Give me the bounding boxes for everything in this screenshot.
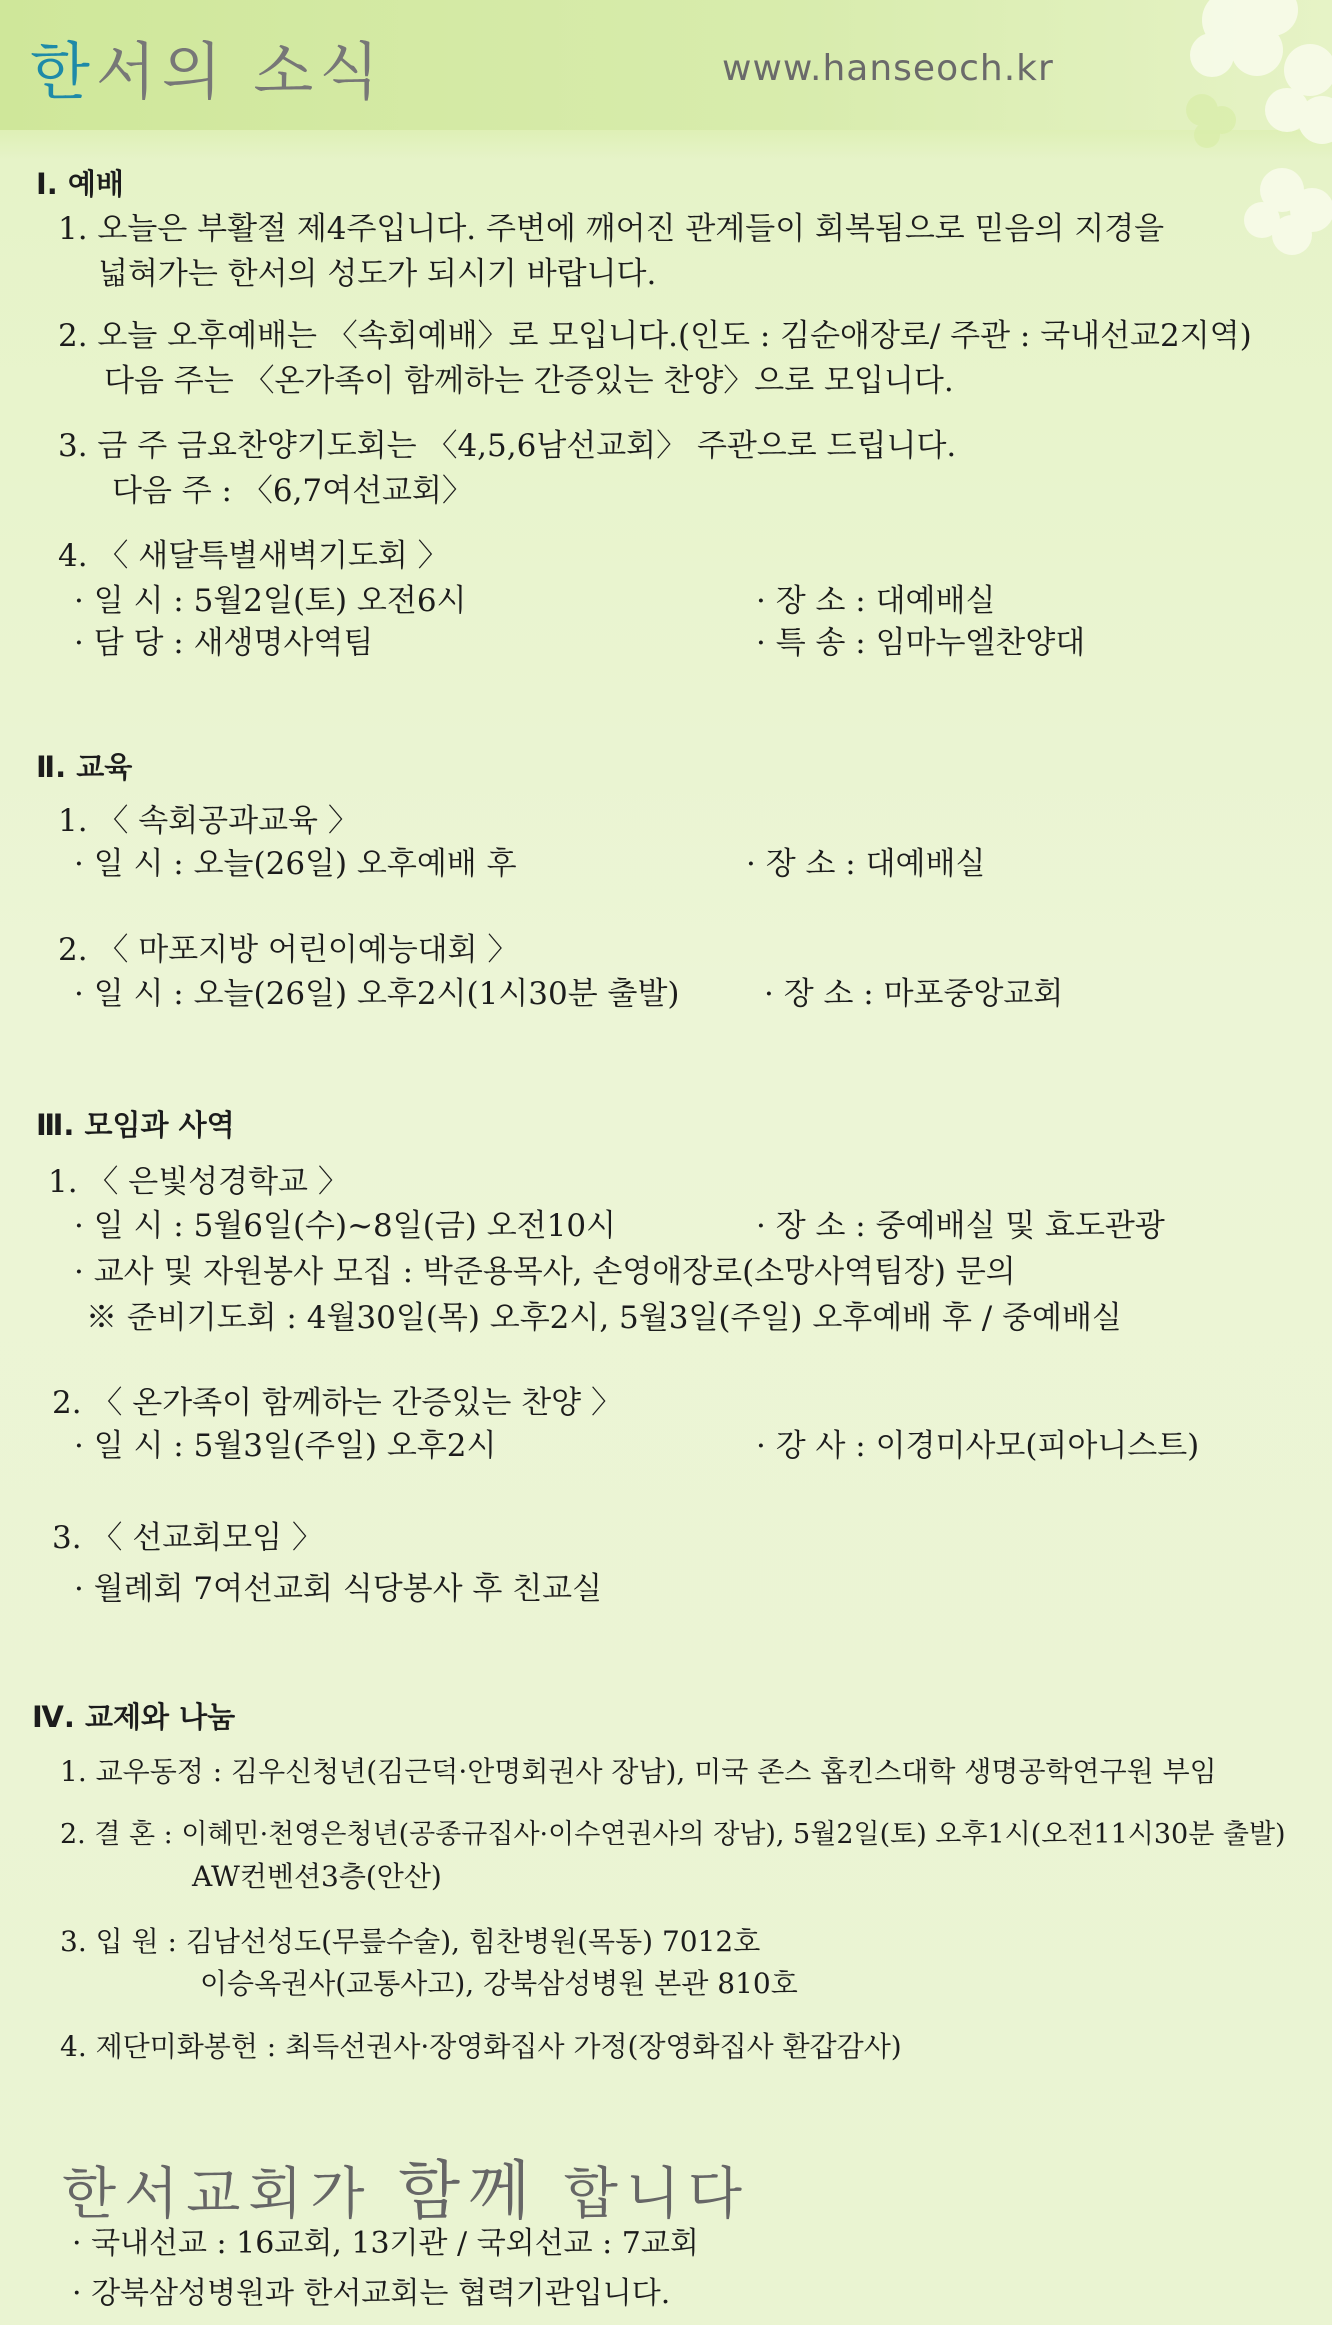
s2-item1-title: 1. 〈 속회공과교육 〉 — [58, 803, 359, 839]
s1-item3-line1: 3. 금 주 금요찬양기도회는 〈4,5,6남선교회〉 주관으로 드립니다. — [58, 428, 957, 464]
s3-item1-title: 1. 〈 은빛성경학교 〉 — [48, 1164, 349, 1200]
footer-line2: · 강북삼성병원과 한서교회는 협력기관입니다. — [72, 2276, 671, 2311]
s3-item2-title: 2. 〈 온가족이 함께하는 간증있는 찬양 〉 — [52, 1385, 622, 1421]
s4-item3-line1: 3. 입 원 : 김남선성도(무릎수술), 힘찬병원(목동) 7012호 — [60, 1925, 761, 1958]
s1-item3-line2: 다음 주 : 〈6,7여선교회〉 — [112, 473, 473, 509]
footer-title-part2: 함께 — [398, 2155, 538, 2229]
s2-item2-title: 2. 〈 마포지방 어린이예능대회 〉 — [58, 932, 519, 968]
s3-item1-recruit: · 교사 및 자원봉사 모집 : 박준용목사, 손영애장로(소망사역팀장) 문의 — [74, 1254, 1016, 1290]
s1-item4-title: 4. 〈 새달특별새벽기도회 〉 — [58, 538, 449, 574]
section-2-heading: Ⅱ. 교육 — [36, 750, 133, 784]
s3-item1-prayer: ※ 준비기도회 : 4월30일(목) 오후2시, 5월3일(주일) 오후예배 후 / 중예배실 — [86, 1300, 1122, 1336]
s3-item2-speaker: · 강 사 : 이경미사모(피아니스트) — [756, 1428, 1200, 1464]
s1-item2-line2: 다음 주는 〈온가족이 함께하는 간증있는 찬양〉으로 모입니다. — [104, 363, 954, 399]
s3-item3-title: 3. 〈 선교회모임 〉 — [52, 1520, 323, 1556]
s4-item3-line2: 이승옥권사(교통사고), 강북삼성병원 본관 810호 — [200, 1967, 798, 2000]
s1-item4-lead: · 담 당 : 새생명사역팀 — [74, 625, 374, 661]
s4-item2-line1: 2. 결 혼 : 이혜민·천영은청년(공종규집사·이수연권사의 장남), 5월2일(토) 오후1시(오전11시30분 출발) — [60, 1819, 1286, 1850]
s3-item1-place: · 장 소 : 중예배실 및 효도관광 — [756, 1208, 1165, 1244]
s2-item1-date: · 일 시 : 오늘(26일) 오후예배 후 — [74, 846, 517, 882]
website-url[interactable]: www.hanseoch.kr — [722, 48, 1054, 89]
s2-item2-place: · 장 소 : 마포중앙교회 — [764, 976, 1064, 1012]
s4-item2-line2: AW컨벤션3층(안산) — [192, 1860, 442, 1893]
footer-title-part3: 합니다 — [537, 2162, 751, 2227]
title-rest: 서의 소식 — [95, 35, 386, 108]
s3-item2-date: · 일 시 : 5월3일(주일) 오후2시 — [74, 1428, 497, 1464]
s3-item1-date: · 일 시 : 5월6일(수)~8일(금) 오전10시 — [74, 1208, 616, 1244]
s1-item4-special-song: · 특 송 : 임마누엘찬양대 — [756, 625, 1086, 661]
s2-item2-date: · 일 시 : 오늘(26일) 오후2시(1시30분 출발) — [74, 976, 680, 1012]
section-4-heading: Ⅳ. 교제와 나눔 — [32, 1700, 236, 1734]
s4-item4: 4. 제단미화봉헌 : 최득선권사·장영화집사 가정(장영화집사 환갑감사) — [60, 2030, 902, 2063]
s1-item4-date: · 일 시 : 5월2일(토) 오전6시 — [74, 583, 467, 619]
page-title — [30, 22, 385, 111]
title-accent: 한 — [30, 35, 96, 108]
section-1-heading: Ⅰ. 예배 — [36, 167, 124, 201]
footer-line1: · 국내선교 : 16교회, 13기관 / 국외선교 : 7교회 — [72, 2226, 699, 2261]
s2-item1-place: · 장 소 : 대예배실 — [746, 846, 986, 882]
s1-item1-line1: 1. 오늘은 부활절 제4주입니다. 주변에 깨어진 관계들이 회복됨으로 믿음의 지경을 — [58, 211, 1165, 247]
s1-item2-line1: 2. 오늘 오후예배는 〈속회예배〉로 모입니다.(인도 : 김순애장로/ 주관 : 국내선교2지역) — [58, 318, 1252, 354]
s4-item1: 1. 교우동정 : 김우신청년(김근덕·안명회권사 장남), 미국 존스 홉킨스대학 생명공학연구원 부임 — [60, 1755, 1217, 1788]
footer-title-part1: 한서교회가 — [62, 2162, 399, 2227]
section-3-heading: Ⅲ. 모임과 사역 — [36, 1108, 235, 1142]
s1-item4-place: · 장 소 : 대예배실 — [756, 583, 996, 619]
s3-item3-detail: · 월례회 7여선교회 식당봉사 후 친교실 — [74, 1571, 603, 1607]
s1-item1-line2: 넓혀가는 한서의 성도가 되시기 바랍니다. — [98, 256, 657, 292]
